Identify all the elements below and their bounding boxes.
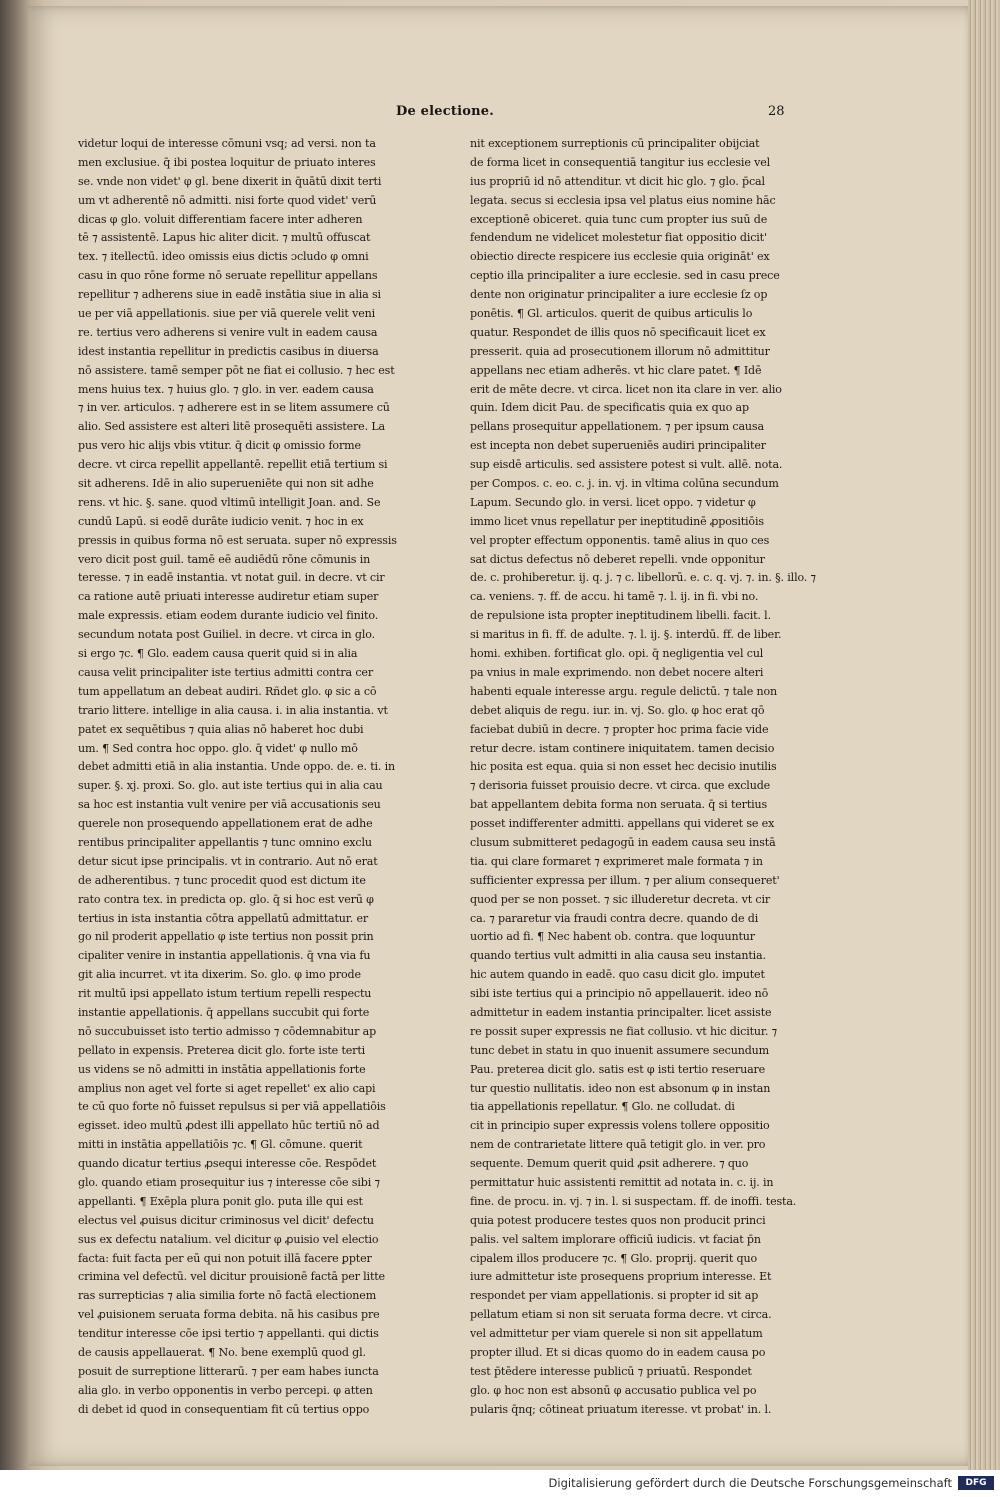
text-line: alio. Sed assistere est alteri litē prosequēti assistere. La [78,420,386,434]
text-line: ue per viā appellationis. siue per viā querele velit veni [78,307,376,321]
text-line: de forma licet in consequentiā tangitur ius ecclesie vel [470,155,771,169]
text-line: fine. de procu. in. vj. ⁊ in. l. si suspectam. ff. de inoffi. testa. [470,1194,797,1208]
text-line: obiectio directe respicere ius ecclesie quia origināt' ex [470,250,770,264]
text-line: habenti equale interesse argu. regule delictū. ⁊ tale non [470,684,778,698]
text-line: est incepta non debet superueniēs audiri principaliter [470,439,766,453]
text-line: tenditur interesse cōe ipsi tertio ⁊ appellanti. qui dictis [78,1327,379,1341]
text-line: re possit super expressis ne fiat collusio. vt hic dicitur. ⁊ [470,1024,777,1038]
text-line: go nil proderit appellatio φ iste tertius non possit prin [78,930,374,944]
text-line: Pau. preterea dicit glo. satis est φ isti tertio reseruare [470,1062,766,1076]
text-line: quia potest producere testes quos non producit princi [470,1213,766,1227]
right-column [470,135,832,1420]
text-line: faciebat dubiū in decre. ⁊ propter hoc prima facie vide [470,722,769,736]
text-line: te cū quo forte nō fuisset repulsus si per viā appellatiōis [78,1100,386,1114]
text-line: tex. ⁊ itellectū. ideo omissis eius dictis ɔcludo φ omni [78,250,369,264]
text-line: tē ⁊ assistentē. Lapus hic aliter dicit. ⁊ multū offuscat [78,231,371,245]
page-edges [968,0,1000,1470]
text-line: vel admittetur per viam querele si non sit appellatum [470,1327,763,1341]
text-line: detur sicut ipse principalis. vt in contrario. Aut nō erat [78,854,378,868]
text-line: pus vero hic alijs vbis vtitur. q̄ dicit φ omissio forme [78,439,361,453]
text-line: dicas φ glo. voluit differentiam facere inter adheren [78,212,363,226]
text-line: ras surrepticias ⁊ alia similia forte nō factā electionem [78,1289,377,1303]
text-line: idest instantia repellitur in predictis casibus in diuersa [78,344,379,358]
text-line: quod per se non posset. ⁊ sic illuderetur decreta. vt cir [470,892,770,906]
text-line: vel propter effectum opponentis. tamē alius in quo ces [470,533,770,547]
text-line: retur decre. istam continere iniquitatem. tamen decisio [470,741,775,755]
text-line: quando dicatur tertius ꝓsequi interesse cōe. Respōdet [78,1157,377,1171]
text-line: uortio ad fi. ¶ Nec habent ob. contra. que loquuntur [470,930,755,944]
text-line: tertius in ista instantia cōtra appellatū admittatur. er [78,911,369,925]
text-line: ⁊ derisoria fuisset prouisio decre. vt circa. que exclude [470,779,771,793]
text-line: videtur loqui de interesse cōmuni vsq; ad versi. non ta [78,137,376,150]
text-line: rit multū ipsi appellato istum tertium repelli respectu [78,987,372,1001]
text-line: glo. φ hoc non est absonū φ accusatio publica vel po [470,1383,757,1397]
text-line: mitti in instātia appellatiōis ⁊c. ¶ Gl. cōmune. querit [78,1138,363,1152]
text-line: pellatum etiam si non sit seruata forma decre. vt circa. [470,1308,772,1322]
text-line: casu in quo rōne forme nō seruate repellitur appellans [78,269,378,283]
text-line: sa hoc est instantia vult venire per viā accusationis seu [78,798,381,812]
text-line: patet ex sequētibus ⁊ quia alias nō haberet hoc dubi [78,722,364,736]
text-line: rens. vt hic. §. sane. quod vltimū intelligit Joan. and. Se [78,495,381,509]
text-line: repellitur ⁊ adherens siue in eadē instātia siue in alia si [78,288,381,302]
text-line: debet admitti etiā in alia instantia. Unde oppo. de. e. ti. in [78,760,396,774]
text-line: cipaliter venire in instantia appellationis. q̄ vna via fu [78,949,371,963]
text-line: sufficienter expressa per illum. ⁊ per alium consequeret' [470,873,780,887]
text-line: nō assistere. tamē semper pōt ne fiat ei collusio. ⁊ hec est [78,363,395,377]
text-line: hic autem quando in eadē. quo casu dicit glo. imputet [470,968,765,982]
text-line: sibi iste tertius qui a principio nō appellauerit. ideo nō [470,987,769,1001]
text-line: male expressis. etiam eodem durante iudicio vel finito. [78,609,379,623]
text-line: tum appellatum an debeat audiri. Rñdet glo. φ sic a cō [78,684,377,698]
text-line: ius propriū id nō attenditur. vt dicit hic glo. ⁊ glo. p̄cal [470,174,765,188]
running-title: De electione. [396,104,494,119]
text-line: bat appellantem debita forma non seruata. q̄ si tertius [470,798,768,812]
text-line: vero dicit post guil. tamē eē audiēdū rōne cōmunis in [78,552,371,566]
text-line: secundum notata post Guiliel. in decre. vt circa in glo. [78,628,375,642]
text-line: nem de contrarietate littere quā tetigit glo. in ver. pro [470,1138,766,1152]
text-line: pellans prosequitur appellationem. ⁊ per ipsum causa [470,420,764,434]
text-line: permittatur huic assistenti remittit ad notata in. c. ij. in [470,1175,774,1189]
text-line: legata. secus si ecclesia ipsa vel platus eius nomine hāc [470,193,776,207]
text-line: quando tertius vult admitti in alia causa seu instantia. [470,949,766,963]
text-line: si ergo ⁊c. ¶ Glo. eadem causa querit quid si in alia [78,647,358,661]
text-line: mens huius tex. ⁊ huius glo. ⁊ glo. in ver. eadem causa [78,382,374,396]
text-line: palis. vel saltem implorare officiū iudicis. vt faciat p̄n [470,1232,761,1246]
text-line: admittetur in eadem instantia principalter. licet assiste [470,1005,772,1019]
text-line: pressis in quibus forma nō est seruata. super nō expressis [78,533,397,547]
text-line: test p̄tēdere interesse publicū ⁊ priuatū. Respondet [470,1364,752,1378]
text-line: rentibus principaliter appellantis ⁊ tunc omnino exclu [78,835,372,849]
text-line: iure admittetur iste prosequens proprium interesse. Et [470,1270,772,1284]
text-line: electus vel ꝓuisus dicitur criminosus vel dicit' defectu [78,1213,374,1227]
text-line: pa vnius in male exprimendo. non debet nocere alteri [470,665,764,679]
text-line: tia. qui clare formaret ⁊ exprimeret male formata ⁊ in [470,854,763,868]
text-line: teresse. ⁊ in eadē instantia. vt notat guil. in decre. vt cir [78,571,385,585]
text-line: rato contra tex. in predicta op. glo. q̄ si hoc est verū φ [78,892,374,906]
text-line: vel ꝓuisionem seruata forma debita. nā his casibus pre [78,1308,380,1322]
text-line: posset indifferenter admitti. appellans qui videret se ex [470,817,775,831]
folio-number: 28 [768,104,785,119]
text-line: men exclusiue. q̄ ibi postea loquitur de priuato interes [78,155,376,169]
text-line: clusum submitteret pedagogū in eadem causa seu instā [470,835,776,849]
text-line: erit de mēte decre. vt circa. licet non ita clare in ver. alio [470,382,782,396]
text-line: hic posita est equa. quia si non esset hec decisio inutilis [470,760,777,774]
text-line: cundū Lapū. si eodē durāte iudicio venit. ⁊ hoc in ex [78,514,364,528]
text-line: si maritus in fi. ff. de adulte. ⁊. l. ij. §. interdū. ff. de liber. [470,628,782,642]
text-line: sus ex defectu natalium. vel dicitur φ ꝓuisio vel electio [78,1232,379,1246]
text-line: sequente. Demum querit quid ꝓsit adherere. ⁊ quo [470,1157,749,1171]
text-line: us videns se nō admitti in instātia appellationis forte [78,1062,366,1076]
text-line: alia glo. in verbo opponentis in verbo percepi. φ atten [78,1383,373,1397]
text-line: de adherentibus. ⁊ tunc procedit quod est dictum ite [78,873,366,887]
text-line: de. c. prohiberetur. ij. q. j. ⁊ c. libellorū. e. c. q. vj. ⁊. in. §. illo. ⁊ [470,571,816,585]
text-line: egisset. ideo multū ꝓdest illi appellato hūc tertiū nō ad [78,1119,380,1133]
text-line: appellanti. ¶ Exēpla plura ponit glo. puta ille qui est [78,1194,363,1208]
text-line: tur questio nullitatis. ideo non est absonum φ in instan [470,1081,771,1095]
text-line: re. tertius vero adherens si venire vult in eadem causa [78,325,378,339]
text-line: appellans nec etiam adherēs. vt hic clare patet. ¶ Idē [470,363,762,377]
text-line: se. vnde non videt' φ gl. bene dixerit in q̄uātū dixit terti [78,174,382,188]
text-line: querele non prosequendo appellationem erat de adhe [78,817,373,831]
text-line: instantie appellationis. q̄ appellans succubit qui forte [78,1005,370,1019]
text-line: dente non originatur principaliter a iure ecclesie ſz op [470,288,768,302]
text-line: de repulsione ista propter ineptitudinem libelli. facit. l. [470,609,771,623]
text-line: per Compos. c. eo. c. j. in. vj. in vltima colūna secundum [470,477,779,491]
text-line: debet aliquis de regu. iur. in. vj. So. glo. φ hoc erat qō [470,703,765,717]
text-line: ceptio illa principaliter a iure ecclesie. sed in casu prece [470,269,780,283]
text-line: causa velit principaliter iste tertius admitti contra cer [78,665,373,679]
text-line: presserit. quia ad prosecutionem illorum nō admittitur [470,344,770,358]
text-line: sat dictus defectus nō deberet repelli. vnde opponitur [470,552,765,566]
text-line: um. ¶ Sed contra hoc oppo. glo. q̄ videt' φ nullo mō [78,741,358,755]
text-line: cit in principio super expressis volens tollere oppositio [470,1119,770,1133]
text-line: sup eisdē articulis. sed assistere potest si vult. allē. nota. [470,458,783,472]
text-line: fendendum ne videlicet molestetur fiat oppositio dicit' [470,231,767,245]
text-line: ponētis. ¶ Gl. articulos. querit de quibus articulis lo [470,307,753,321]
text-line: crimina vel defectū. vel dicitur prouisionē factā per litte [78,1270,385,1284]
text-line: trario littere. intellige in alia causa. i. in alia instantia. vt [78,703,388,717]
text-line: um vt adherentē nō admitti. nisi forte quod videt' verū [78,193,377,207]
text-line: tunc debet in statu in quo inuenit assumere secundum [470,1043,770,1057]
text-line: pularis q̄nq; cōtineat priuatum iteresse. vt probat' in. l. [470,1402,772,1416]
text-line: posuit de surreptione litterarū. ⁊ per eam habes iuncta [78,1364,379,1378]
text-line: respondet per viam appellationis. si propter id sit ap [470,1289,759,1303]
text-line: quatur. Respondet de illis quos nō specificauit licet ex [470,325,766,339]
text-line: tia appellationis repellatur. ¶ Glo. ne colludat. di [470,1100,735,1114]
text-line: ca. veniens. ⁊. ff. de accu. hi tamē ⁊. l. ij. in fi. vbi no. [470,590,759,604]
text-line: amplius non aget vel forte si aget repellet' ex alio capi [78,1081,376,1095]
text-line: super. §. xj. proxi. So. glo. aut iste tertius qui in alia cau [78,779,383,793]
dfg-logo: DFG [958,1476,994,1490]
text-line: immo licet vnus repellatur per ineptitudinē ꝓpositiōis [470,514,764,528]
text-line: git alia incurret. vt ita dixerim. So. glo. φ imo prode [78,968,361,982]
text-line: ca. ⁊ pararetur via fraudi contra decre. quando de di [470,911,759,925]
text-line: Lapum. Secundo glo. in versi. licet oppo. ⁊ videtur φ [470,495,756,509]
text-line: propter illud. Et si dicas quomo do in eadem causa po [470,1346,766,1359]
left-column [78,135,430,1420]
text-line: ⁊ in ver. articulos. ⁊ adherere est in se litem assumere cū [78,401,390,415]
text-line: sit adherens. Idē in alio superueniēte qui non sit adhe [78,477,374,491]
text-line: decre. vt circa repellit appellantē. repellit etiā tertium si [78,458,388,472]
text-line: quin. Idem dicit Pau. de specificatis quia ex quo ap [470,401,749,415]
text-line: de causis appellauerat. ¶ No. bene exemplū quod gl. [78,1346,366,1359]
text-line: glo. quando etiam prosequitur ius ⁊ interesse cōe sibi ⁊ [78,1175,380,1189]
text-line: exceptionē obiceret. quia tunc cum propter ius suū de [470,212,768,226]
text-line: homi. exhiben. fortificat glo. opi. q̄ negligentia vel cul [470,647,764,661]
text-line: pellato in expensis. Preterea dicit glo. forte iste terti [78,1043,366,1057]
text-line: cipalem illos producere ⁊c. ¶ Glo. proprij. querit quo [470,1251,757,1265]
text-line: di debet id quod in consequentiam fit cū tertius oppo [78,1402,370,1416]
text-line: facta: fuit facta per eū qui non potuit illā facere ꝑpter [78,1251,372,1265]
footer-credit: Digitalisierung gefördert durch die Deutsche Forschungsgemeinschaft [548,1476,952,1490]
text-line: ca ratione autē priuati interesse audiretur etiam super [78,590,379,604]
text-line: nō succubuisset isto tertio admisso ⁊ cōdemnabitur ap [78,1024,377,1038]
text-line: nit exceptionem surreptionis cū principaliter obijciat [470,137,760,150]
